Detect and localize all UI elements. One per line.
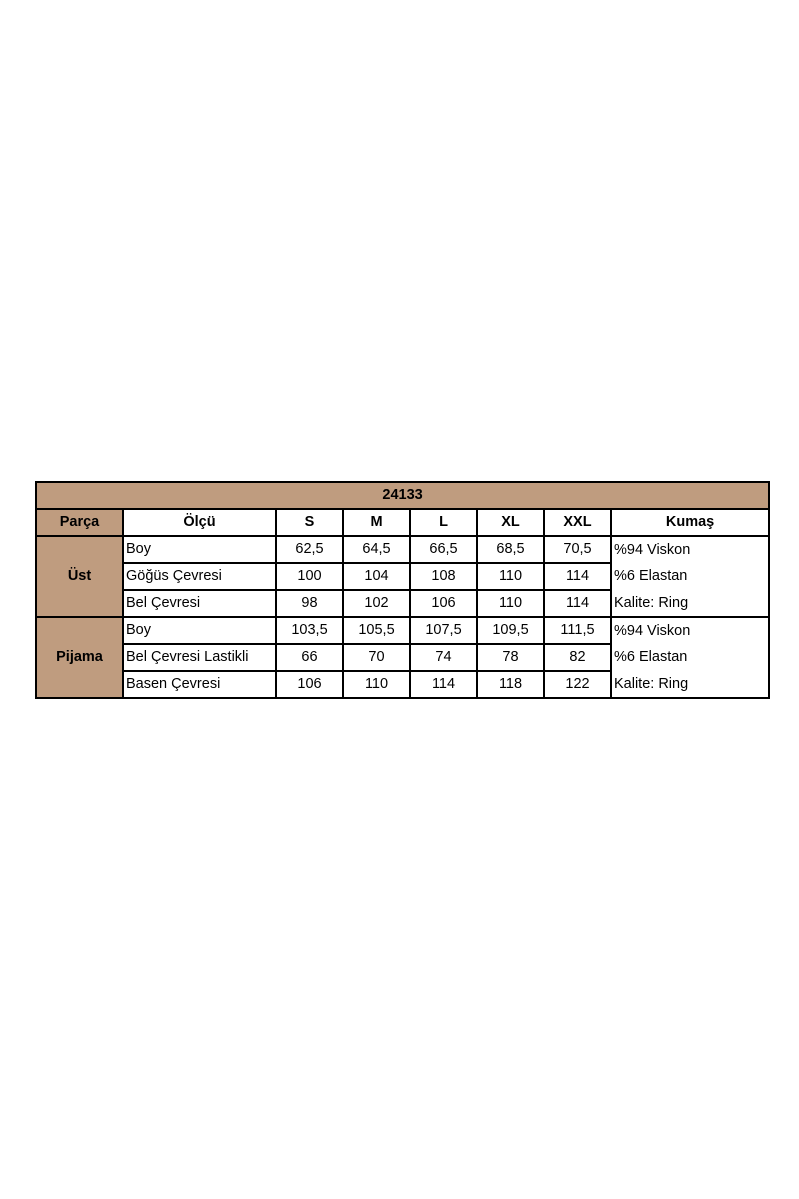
header-size-xl: XL — [477, 509, 544, 536]
value-cell: 111,5 — [544, 617, 611, 644]
table-row — [36, 671, 769, 698]
value-cell: 118 — [477, 671, 544, 698]
table-row — [36, 536, 769, 563]
value-cell: 109,5 — [477, 617, 544, 644]
fabric-cell: %94 Viskon — [611, 536, 769, 563]
table-row — [36, 644, 769, 671]
header-size-s: S — [276, 509, 343, 536]
table-row — [36, 590, 769, 617]
group-label-top: Üst — [36, 536, 123, 617]
value-cell: 100 — [276, 563, 343, 590]
value-cell: 114 — [544, 563, 611, 590]
header-measurement: Ölçü — [123, 509, 276, 536]
measurement-label: Boy — [123, 536, 276, 563]
header-fabric: Kumaş — [611, 509, 769, 536]
value-cell: 102 — [343, 590, 410, 617]
header-size-l: L — [410, 509, 477, 536]
measurement-label: Boy — [123, 617, 276, 644]
value-cell: 122 — [544, 671, 611, 698]
fabric-cell: %6 Elastan — [611, 644, 769, 671]
value-cell: 70 — [343, 644, 410, 671]
measurement-label: Bel Çevresi Lastikli — [123, 644, 276, 671]
value-cell: 105,5 — [343, 617, 410, 644]
table-row — [36, 617, 769, 644]
fabric-cell: Kalite: Ring — [611, 590, 769, 617]
value-cell: 114 — [544, 590, 611, 617]
table-row — [36, 563, 769, 590]
header-part: Parça — [36, 509, 123, 536]
value-cell: 106 — [410, 590, 477, 617]
value-cell: 74 — [410, 644, 477, 671]
value-cell: 110 — [477, 563, 544, 590]
value-cell: 66 — [276, 644, 343, 671]
product-code: 24133 — [36, 482, 769, 509]
group-label-pajama: Pijama — [36, 617, 123, 698]
value-cell: 68,5 — [477, 536, 544, 563]
value-cell: 110 — [477, 590, 544, 617]
title-row — [36, 482, 769, 509]
header-size-xxl: XXL — [544, 509, 611, 536]
value-cell: 108 — [410, 563, 477, 590]
fabric-cell: Kalite: Ring — [611, 671, 769, 698]
header-size-m: M — [343, 509, 410, 536]
measurement-label: Bel Çevresi — [123, 590, 276, 617]
value-cell: 103,5 — [276, 617, 343, 644]
fabric-cell: %94 Viskon — [611, 617, 769, 644]
value-cell: 104 — [343, 563, 410, 590]
value-cell: 106 — [276, 671, 343, 698]
fabric-cell: %6 Elastan — [611, 563, 769, 590]
value-cell: 82 — [544, 644, 611, 671]
measurement-label: Basen Çevresi — [123, 671, 276, 698]
value-cell: 66,5 — [410, 536, 477, 563]
header-row — [36, 509, 769, 536]
value-cell: 70,5 — [544, 536, 611, 563]
value-cell: 107,5 — [410, 617, 477, 644]
size-chart-table — [35, 481, 770, 699]
measurement-label: Göğüs Çevresi — [123, 563, 276, 590]
value-cell: 114 — [410, 671, 477, 698]
value-cell: 78 — [477, 644, 544, 671]
value-cell: 64,5 — [343, 536, 410, 563]
value-cell: 98 — [276, 590, 343, 617]
value-cell: 110 — [343, 671, 410, 698]
value-cell: 62,5 — [276, 536, 343, 563]
